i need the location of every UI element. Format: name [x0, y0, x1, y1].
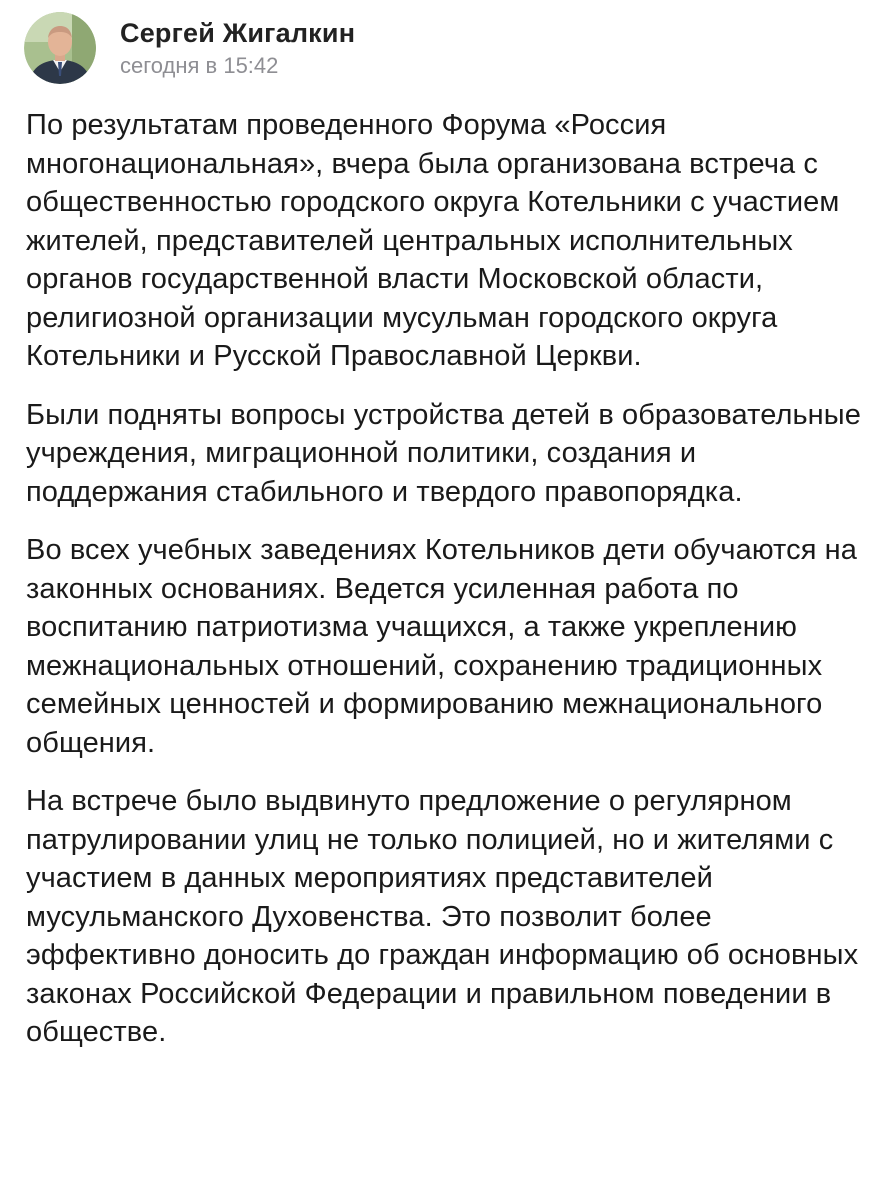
- post-timestamp[interactable]: сегодня в 15:42: [120, 53, 279, 78]
- author-block: [120, 17, 355, 79]
- post-paragraph: Во всех учебных заведениях Котельников дети обучаются на законных основаниях. Ведется усиленная работа по воспитанию патриотизма учащихся, а также укреплению межнациональных отношений, сохранению традиционных семейных ценностей и формированию межнационального общения.: [26, 534, 858, 759]
- post-header: [24, 12, 355, 84]
- post-paragraph: По результатам проведенного Форума «Россия многонациональная», вчера была организована встреча с общественностью городского округа Котельники с участием жителей, представителей центральных исполнительных органов государственной власти Московской области, религиозной организации мусульман городского округа Котельники и Русской Православной Церкви.: [26, 109, 840, 372]
- author-avatar[interactable]: [24, 12, 96, 84]
- post-text: [26, 106, 868, 1072]
- post-paragraph: Были подняты вопросы устройства детей в образовательные учреждения, миграционной политики, создания и поддержания стабильного и твердого правопорядка.: [26, 398, 861, 508]
- author-name[interactable]: Сергей Жигалкин: [120, 18, 356, 48]
- user-photo-icon: [24, 12, 96, 84]
- post-paragraph: На встрече было выдвинуто предложение о регулярном патрулировании улиц не только полицией, но и жителями с участием в данных мероприятиях представителей мусульманского Духовенства. Это позволит более эффективно доносить до граждан информацию об основных законах Российской Федерации и правильном поведении в обществе.: [26, 785, 859, 1048]
